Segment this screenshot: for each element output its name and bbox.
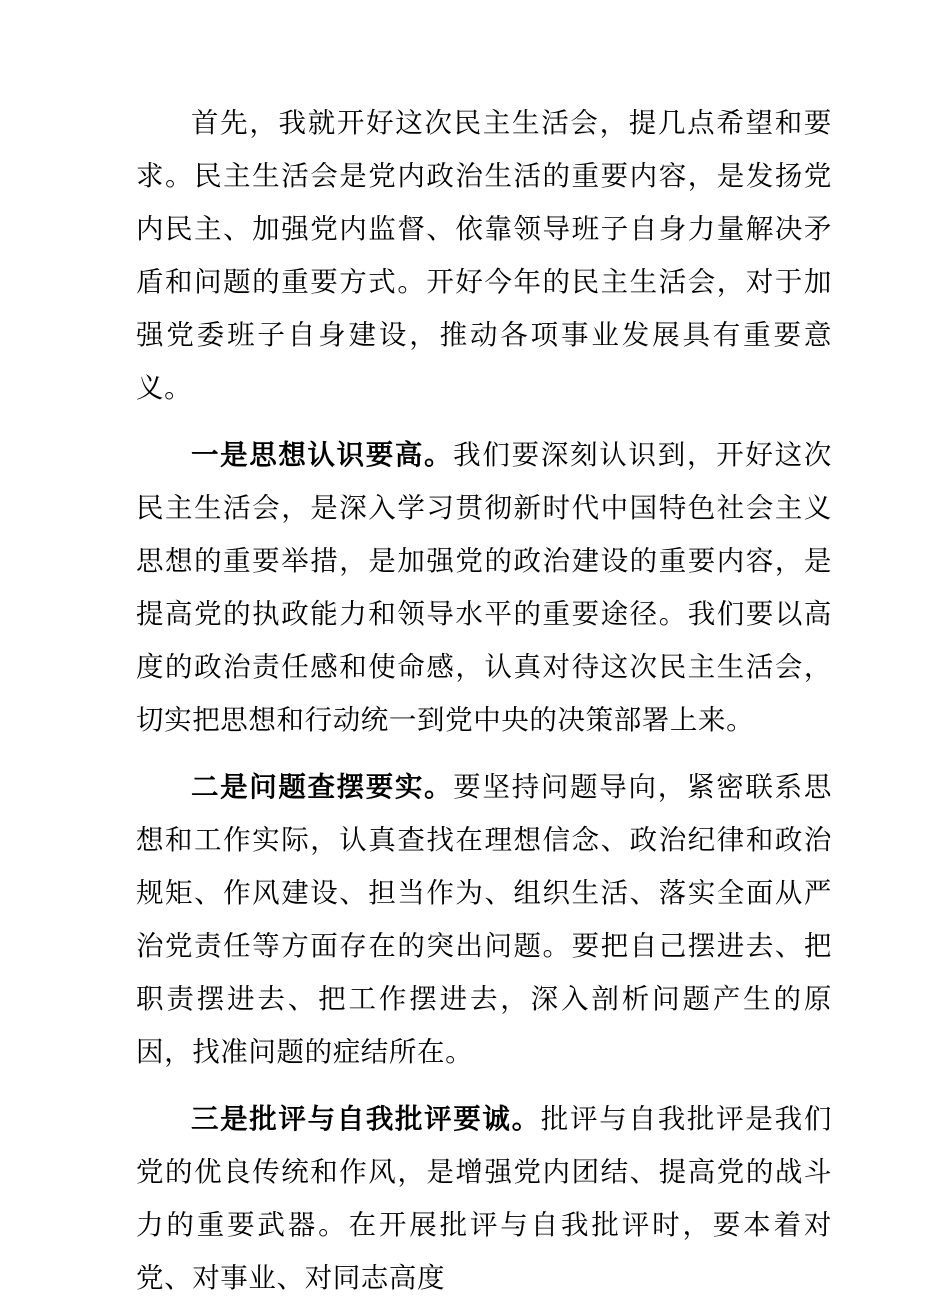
paragraph-1 bbox=[136, 96, 832, 414]
paragraph-3-text: 要坚持问题导向，紧密联系思想和工作实际，认真查找在理想信念、政治纪律和政治规矩、作风建设、担当作为、组织生活、落实全面从严治党责任等方面存在的突出问题。要把自己摆进去、把职责摆进去、把工作摆进去，深入剖析问题产生的原因，找准问题的症结所在。 bbox=[136, 771, 832, 1067]
paragraph-2-lead: 一是思想认识要高。 bbox=[191, 439, 454, 470]
paragraph-2-text: 我们要深刻认识到，开好这次民主生活会，是深入学习贯彻新时代中国特色社会主义思想的重要举措，是加强党的政治建设的重要内容，是提高党的执政能力和领导水平的重要途径。我们要以高度的政治责任感和使命感，认真对待这次民主生活会，切实把思想和行动统一到党中央的决策部署上来。 bbox=[136, 439, 832, 735]
paragraph-4 bbox=[136, 1092, 832, 1304]
paragraph-4-lead: 三是批评与自我批评要诚。 bbox=[191, 1103, 541, 1134]
paragraph-1-text: 首先，我就开好这次民主生活会，提几点希望和要求。民主生活会是党内政治生活的重要内容，是发扬党内民主、加强党内监督、依靠领导班子自身力量解决矛盾和问题的重要方式。开好今年的民主生活会，对于加强党委班子自身建设，推动各项事业发展具有重要意义。 bbox=[136, 107, 832, 403]
paragraph-3 bbox=[136, 760, 832, 1078]
document-body bbox=[136, 96, 832, 1304]
paragraph-2 bbox=[136, 428, 832, 746]
paragraph-4-text: 批评与自我批评是我们党的优良传统和作风，是增强党内团结、提高党的战斗力的重要武器。在开展批评与自我批评时，要本着对党、对事业、对同志高度 bbox=[136, 1103, 833, 1293]
paragraph-3-lead: 二是问题查摆要实。 bbox=[191, 771, 454, 802]
